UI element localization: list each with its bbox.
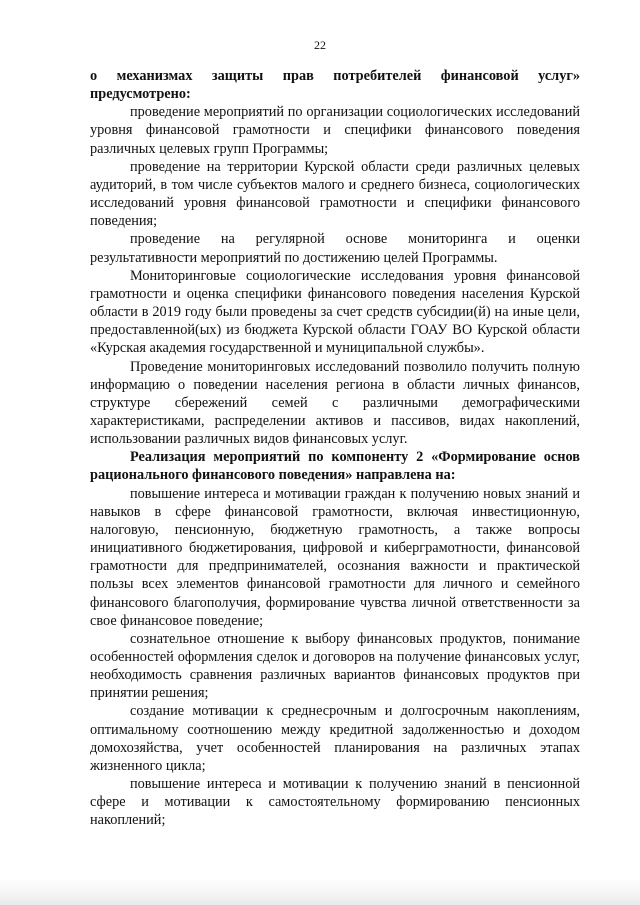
list-item-paragraph: проведение на территории Курской области среди различных целевых аудиторий, в том числе субъектов малого и среднего бизнеса, социологических исследований уровня финансовой грамотности и специфики финансового поведения;	[90, 158, 580, 230]
list-item-paragraph: создание мотивации к среднесрочным и долгосрочным накоплениям, оптимальному соотношению между кредитной задолженностью и доходом домохозяйства, учет особенностей планирования на различных этапах жизненного цикла;	[90, 703, 580, 774]
list-item-paragraph: повышение интереса и мотивации к получению знаний в пенсионной сфере и мотивации к самостоятельному формированию пенсионных накоплений;	[90, 776, 580, 829]
list-item-paragraph: проведение мероприятий по организации социологических исследований уровня финансовой грамотности и специфики финансового поведения различных целевых групп Программы;	[90, 104, 580, 157]
list-item-paragraph: сознательное отношение к выбору финансовых продуктов, понимание особенностей оформления сделок и договоров на получение финансовых услуг, необходимость сравнения различных вариантов финансовых продуктов при принятии решения;	[90, 630, 580, 702]
body-paragraph: Проведение мониторинговых исследований позволило получить полную информацию о поведении населения региона в области личных финансов, структуре сбережений семей с различными демографическими характеристиками, распределении активов и пассивов, видах накоплений, использовании различных видов финансовых услуг.	[90, 358, 580, 448]
body-paragraph: Мониторинговые социологические исследования уровня финансовой грамотности и оценка специфики финансового поведения населения Курской области в 2019 году были проведены за счет средств субсидии(й) на иные цели, предоставленной(ых) из бюджета Курской области ГОАУ ВО Курской области «Курская академия государственной и муниципальной службы».	[90, 267, 580, 357]
page-number: 22	[314, 38, 326, 52]
list-item-paragraph: проведение на регулярной основе мониторинга и оценки результативности мероприятий по достижению целей Программы.	[90, 231, 580, 266]
scan-bottom-edge	[0, 878, 640, 905]
section-heading-paragraph: Реализация мероприятий по компоненту 2 «Формирование основ рационального финансового поведения» направлена на:	[90, 449, 580, 484]
document-body	[90, 67, 580, 830]
list-item-paragraph: повышение интереса и мотивации граждан к получению новых знаний и навыков в сфере финансовой грамотности, включая инвестиционную, налоговую, пенсионную, бюджетную грамотность, а также вопросы инициативного бюджетирования, цифровой и киберграмотности, финансовой грамотности для предпринимателей, осознания важности и практической пользы всех элементов финансовой грамотности для личного и семейного финансового благополучия, формирование чувства личной ответственности за свое финансовое поведение;	[90, 485, 580, 629]
section-intro-paragraph: о механизмах защиты прав потребителей финансовой услуг» предусмотрено:	[90, 68, 580, 103]
